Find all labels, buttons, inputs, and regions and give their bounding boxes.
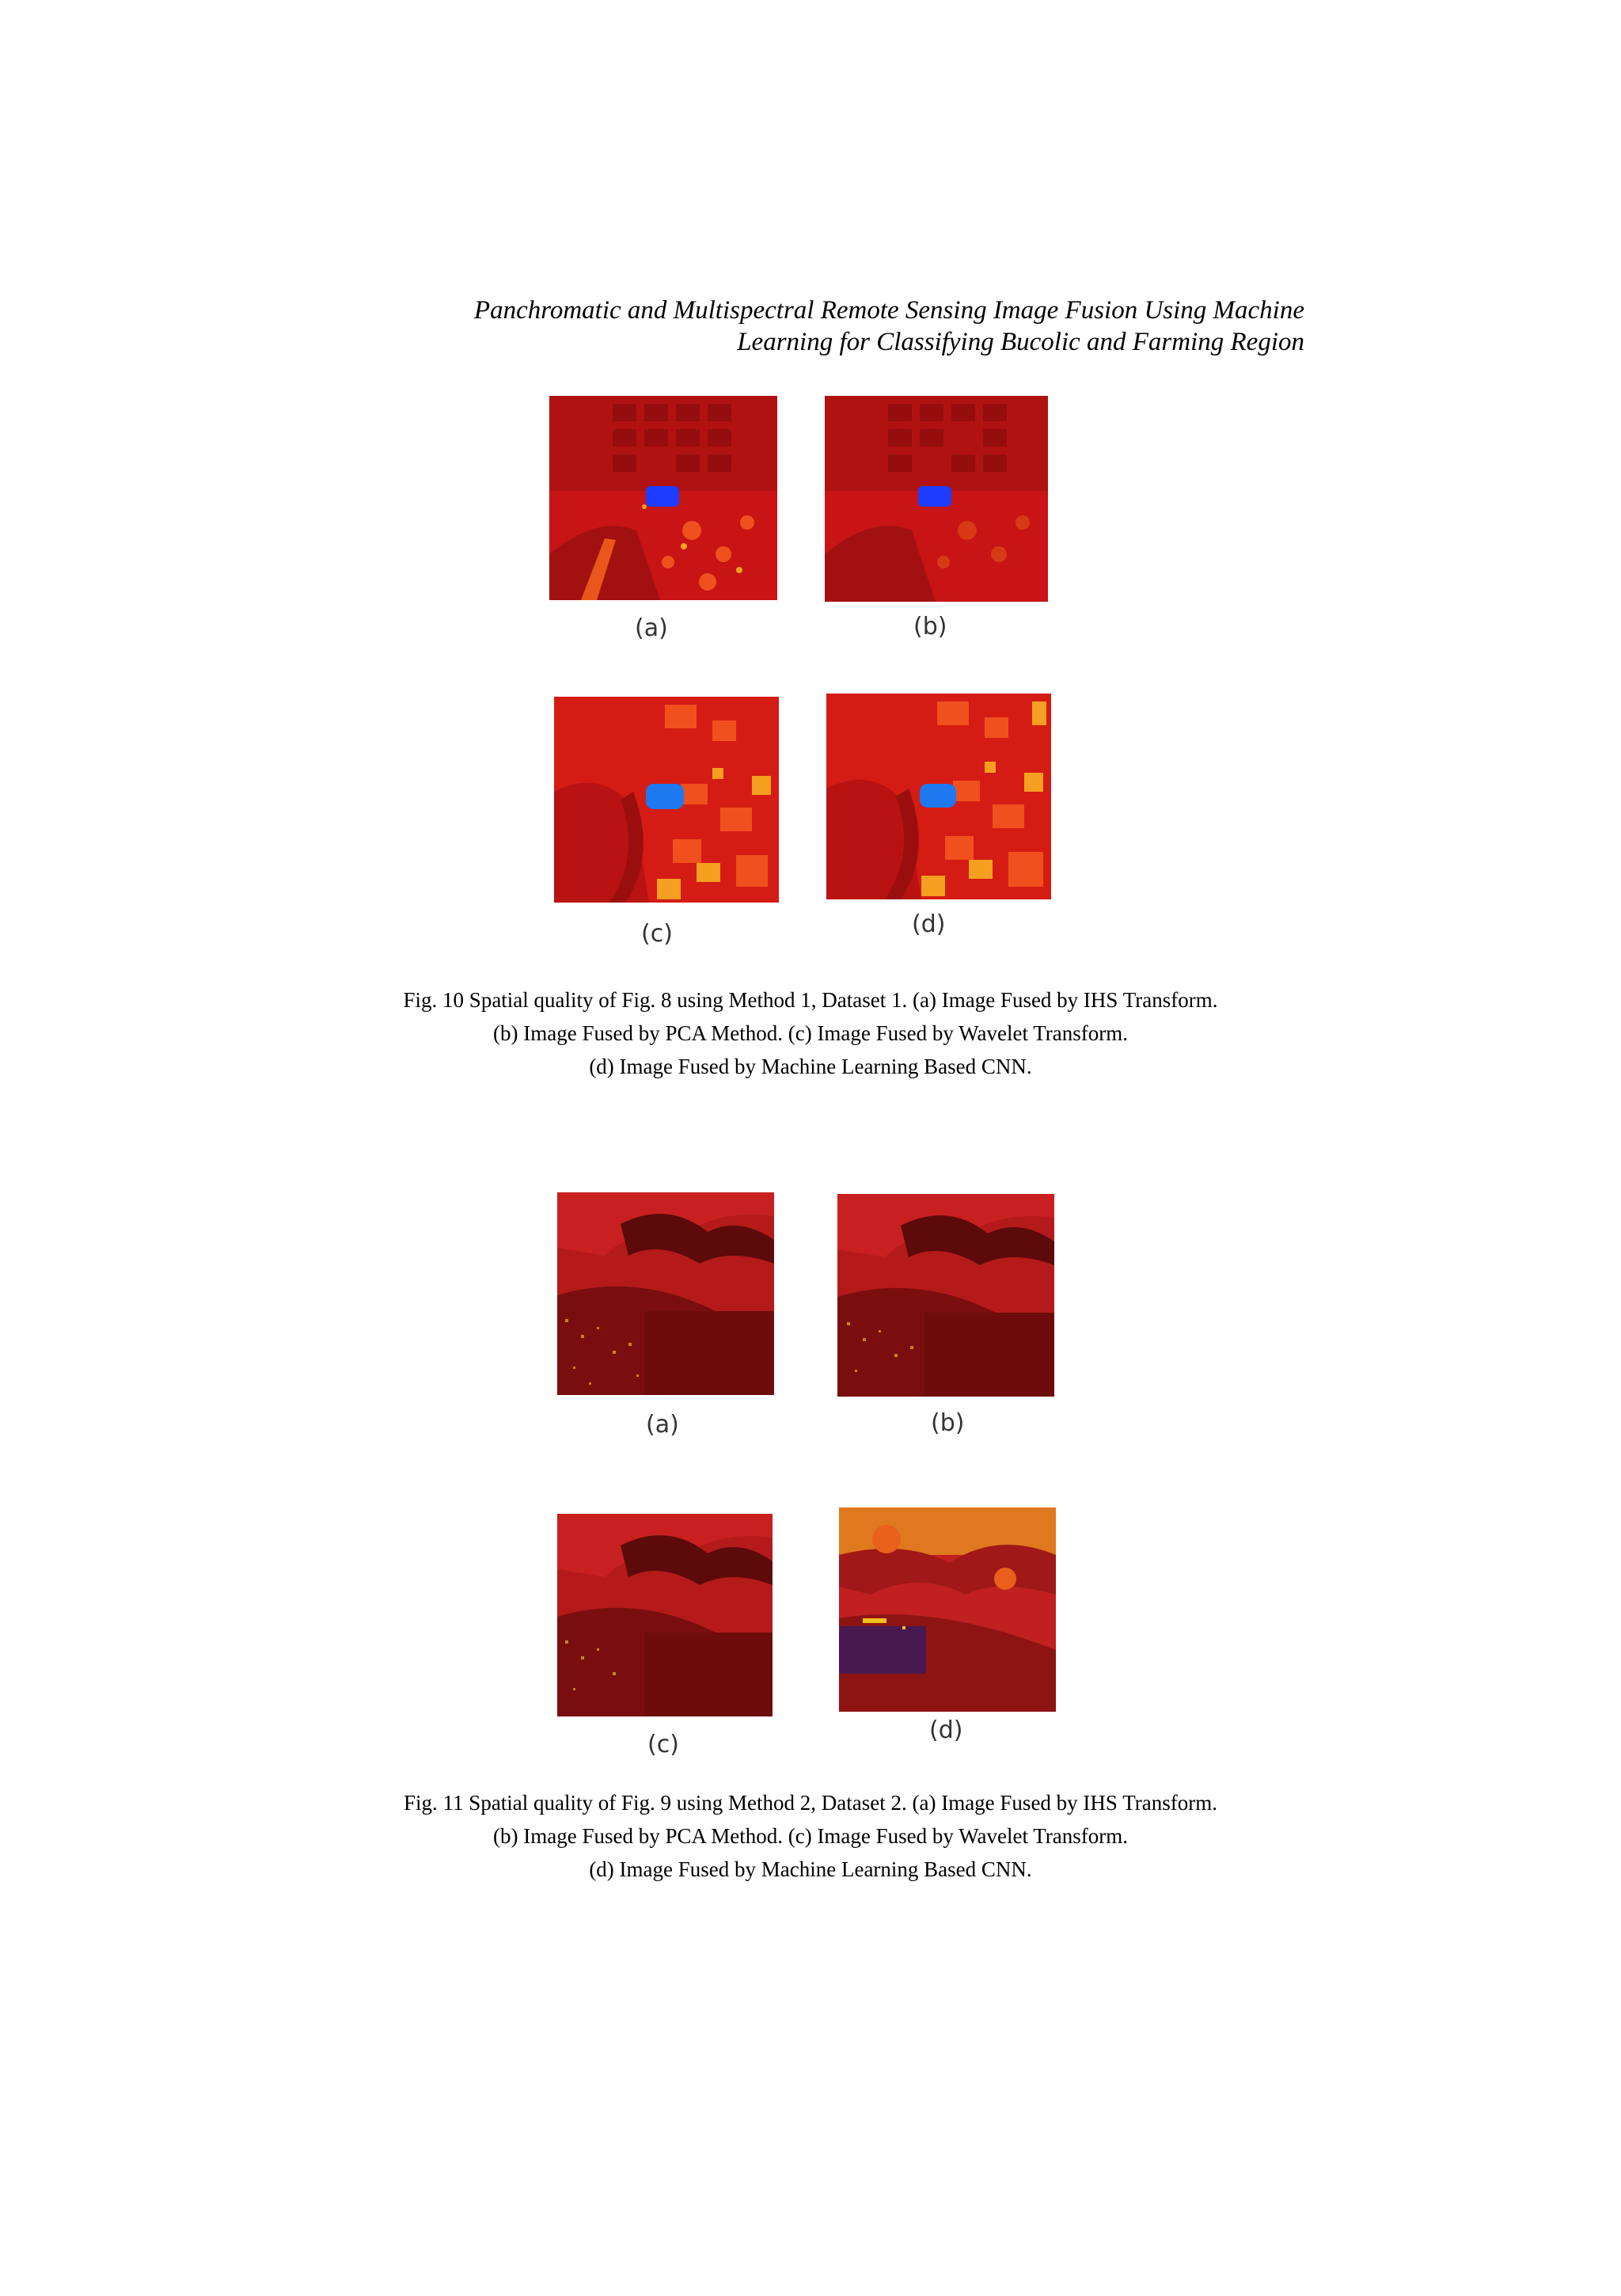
fig10-caption-line-1: Fig. 10 Spatial quality of Fig. 8 using Method 1, Dataset 1. (a) Image Fused by IHS Transform. <box>403 988 1218 1012</box>
fig10-caption-line-2: (b) Image Fused by PCA Method. (c) Image Fused by Wavelet Transform. <box>493 1021 1128 1045</box>
fig10-label-a: (a) <box>635 614 668 642</box>
fig10-caption-line-3: (d) Image Fused by Machine Learning Based CNN. <box>589 1055 1032 1078</box>
fig11-label-a: (a) <box>646 1411 679 1439</box>
fig10-image-c <box>554 697 779 903</box>
running-head <box>427 295 1304 358</box>
fig11-image-c <box>557 1514 773 1716</box>
fig11-caption <box>285 1786 1336 1886</box>
fig10-image-a <box>549 396 777 600</box>
fig11-label-c: (c) <box>647 1731 679 1758</box>
fig11-label-b: (b) <box>931 1409 965 1437</box>
fig10-caption <box>285 983 1336 1083</box>
fig10-image-b <box>825 396 1048 602</box>
fig10-label-c: (c) <box>641 920 673 948</box>
fig11-image-d <box>839 1507 1056 1712</box>
fig10-image-d <box>826 694 1051 899</box>
fig11-caption-line-3: (d) Image Fused by Machine Learning Based CNN. <box>589 1857 1032 1881</box>
fig11-label-d: (d) <box>929 1716 963 1744</box>
fig11-image-b <box>837 1194 1054 1397</box>
running-head-line-2: Learning for Classifying Bucolic and Farming Region <box>737 328 1304 356</box>
fig11-image-a <box>557 1192 774 1395</box>
fig10-label-d: (d) <box>912 910 946 938</box>
fig11-caption-line-1: Fig. 11 Spatial quality of Fig. 9 using Method 2, Dataset 2. (a) Image Fused by IHS Transform. <box>404 1791 1217 1815</box>
running-head-line-1: Panchromatic and Multispectral Remote Sensing Image Fusion Using Machine <box>473 296 1304 325</box>
fig11-caption-line-2: (b) Image Fused by PCA Method. (c) Image Fused by Wavelet Transform. <box>493 1824 1128 1848</box>
fig10-label-b: (b) <box>913 613 947 641</box>
